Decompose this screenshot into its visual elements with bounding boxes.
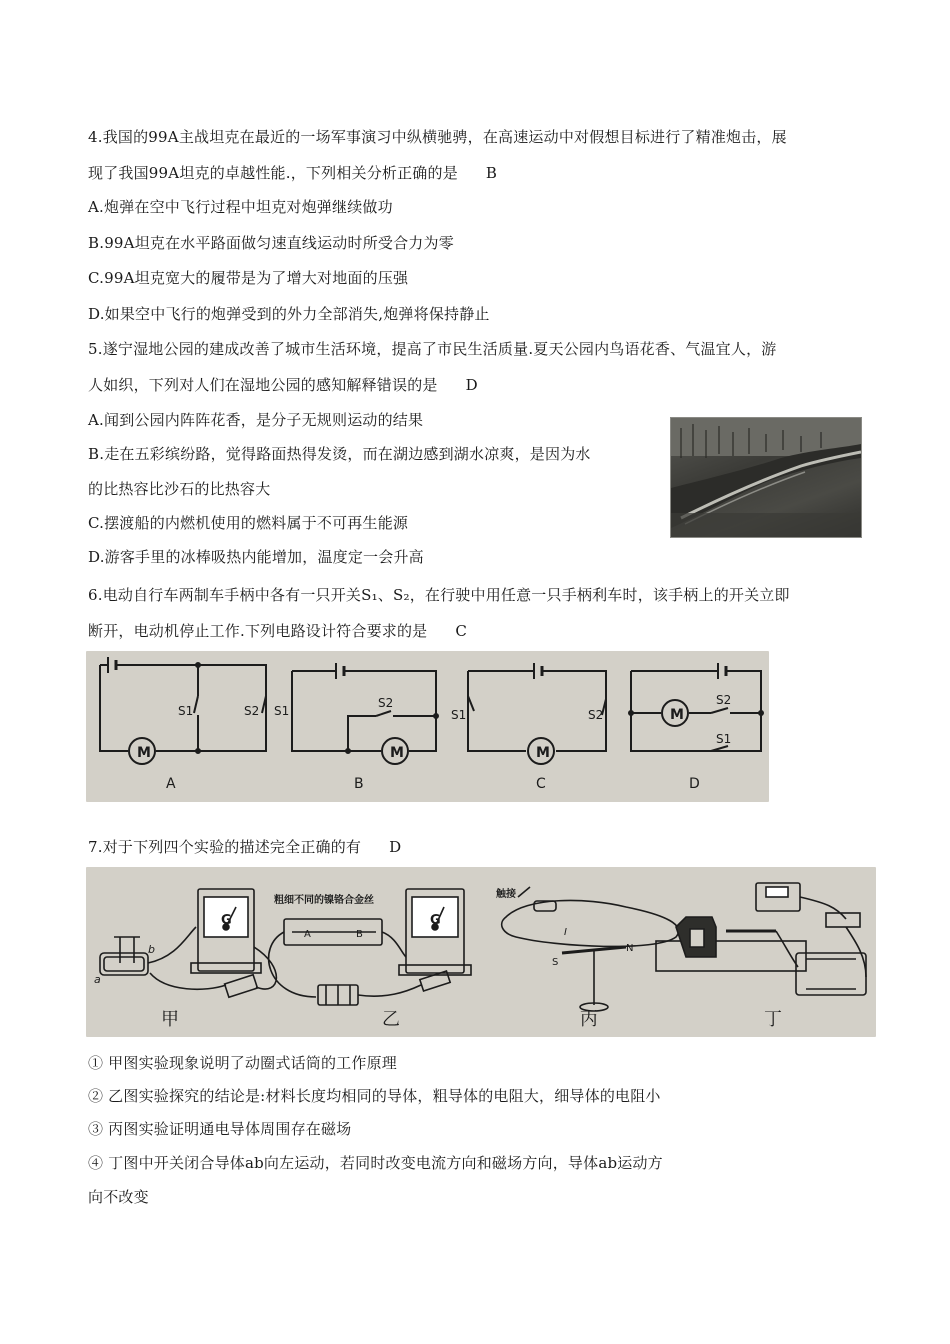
q4-option-d: D.如果空中飞行的炮弹受到的外力全部消失,炮弹将保持静止	[88, 305, 490, 323]
experiments-figure	[86, 867, 876, 1037]
circuit-b	[292, 663, 438, 764]
circuit-d-label: D	[689, 776, 700, 792]
bing-n-label: N	[626, 943, 634, 954]
q6-stem-line2: 断开，电动机停止工作.下列电路设计符合要求的是 C	[88, 622, 468, 640]
q5-option-c: C.摆渡船的内燃机使用的燃料属于不可再生能源	[88, 514, 409, 532]
yi-a-label: A	[304, 929, 311, 940]
experiment-bing	[502, 887, 679, 1011]
bing-touch-label: 触接	[496, 889, 516, 900]
circuit-a-s2-label: S2	[244, 704, 260, 718]
q7-statement-4-cont: 向不改变	[88, 1188, 149, 1206]
circuit-c-motor-label: M	[536, 745, 550, 761]
q4-option-b: B.99A坦克在水平路面做匀速直线运动时所受合力为零	[88, 234, 454, 252]
q5-option-b-cont: 的比热容比沙石的比热容大	[88, 480, 271, 498]
q6-stem-line1: 6.电动自行车两制车手柄中各有一只开关S₁、S₂，在行驶中用任意一只手柄利车时，该手柄上的开关立即	[88, 586, 790, 604]
q7-stem: 7.对于下列四个实验的描述完全正确的有 D	[88, 838, 402, 856]
circuit-d-s1-label: S1	[716, 732, 732, 746]
label-bing: 丙	[580, 1009, 598, 1030]
wetland-park-photo	[670, 417, 862, 538]
bing-s-label: S	[552, 957, 559, 968]
label-ding: 丁	[764, 1009, 782, 1030]
q5-option-d: D.游客手里的冰棒吸热内能增加，温度定一会升高	[88, 548, 424, 566]
experiment-ding	[656, 883, 866, 995]
circuit-c-label: C	[536, 776, 546, 792]
circuit-b-s2-label: S2	[378, 696, 394, 710]
circuit-c-s2-label: S2	[588, 708, 604, 722]
q4-option-c: C.99A坦克宽大的履带是为了增大对地面的压强	[88, 269, 409, 287]
q5-option-b: B.走在五彩缤纷路，觉得路面热得发烫，而在湖边感到湖水凉爽，是因为水	[88, 445, 591, 463]
bing-i-label: I	[564, 927, 567, 938]
circuit-d-motor-label: M	[670, 707, 684, 723]
q7-statement-3: ③ 丙图实验证明通电导体周围存在磁场	[88, 1120, 352, 1138]
circuit-diagrams-figure	[86, 651, 769, 802]
q4-answer: B	[485, 164, 498, 182]
circuit-c-s1-label: S1	[451, 708, 467, 722]
circuit-a-label: A	[166, 776, 176, 792]
q5-answer: D	[465, 376, 478, 394]
q5-stem-line1: 5.遂宁湿地公园的建成改善了城市生活环境，提高了市民生活质量.夏天公园内鸟语花香、气温宜人，游	[88, 340, 777, 358]
circuit-d-s2-label: S2	[716, 693, 732, 707]
experiment-jia	[100, 889, 276, 997]
q4-stem-line1: 4.我国的99A主战坦克在最近的一场军事演习中纵横驰骋，在高速运动中对假想目标进行了精准炮击，展	[88, 128, 787, 146]
experiment-yi	[269, 889, 471, 1005]
q5-option-a: A.闻到公园内阵阵花香，是分子无规则运动的结果	[88, 411, 424, 429]
circuit-b-motor-label: M	[390, 745, 404, 761]
yi-galvanometer-label: G	[430, 913, 441, 928]
yi-wire-caption: 粗细不同的镍铬合金丝	[274, 895, 374, 906]
circuit-a-s1-label: S1	[178, 704, 194, 718]
circuit-b-s1-label: S1	[274, 704, 290, 718]
circuit-b-label: B	[354, 776, 364, 792]
yi-b-label: B	[356, 929, 363, 940]
q7-statement-4: ④ 丁图中开关闭合导体ab向左运动，若同时改变电流方向和磁场方向，导体ab运动方	[88, 1154, 663, 1172]
q7-answer: D	[389, 838, 402, 856]
jia-b-label: b	[148, 943, 155, 956]
circuit-d	[629, 663, 763, 751]
label-yi: 乙	[382, 1009, 400, 1030]
q4-stem-line2: 现了我国99A坦克的卓越性能.，下列相关分析正确的是 B	[88, 164, 498, 182]
q7-statement-2: ② 乙图实验探究的结论是:材料长度均相同的导体，粗导体的电阻大，细导体的电阻小	[88, 1087, 661, 1105]
q4-option-a: A.炮弹在空中飞行过程中坦克对炮弹继续做功	[88, 198, 393, 216]
q7-statement-1: ① 甲图实验现象说明了动圈式话筒的工作原理	[88, 1054, 397, 1072]
label-jia: 甲	[161, 1009, 179, 1030]
circuit-a-motor-label: M	[137, 745, 151, 761]
q6-answer: C	[455, 622, 468, 640]
jia-galvanometer-label: G	[221, 913, 232, 928]
jia-a-label: a	[94, 973, 101, 986]
q5-stem-line2: 人如织，下列对人们在湿地公园的感知解释错误的是 D	[88, 376, 478, 394]
